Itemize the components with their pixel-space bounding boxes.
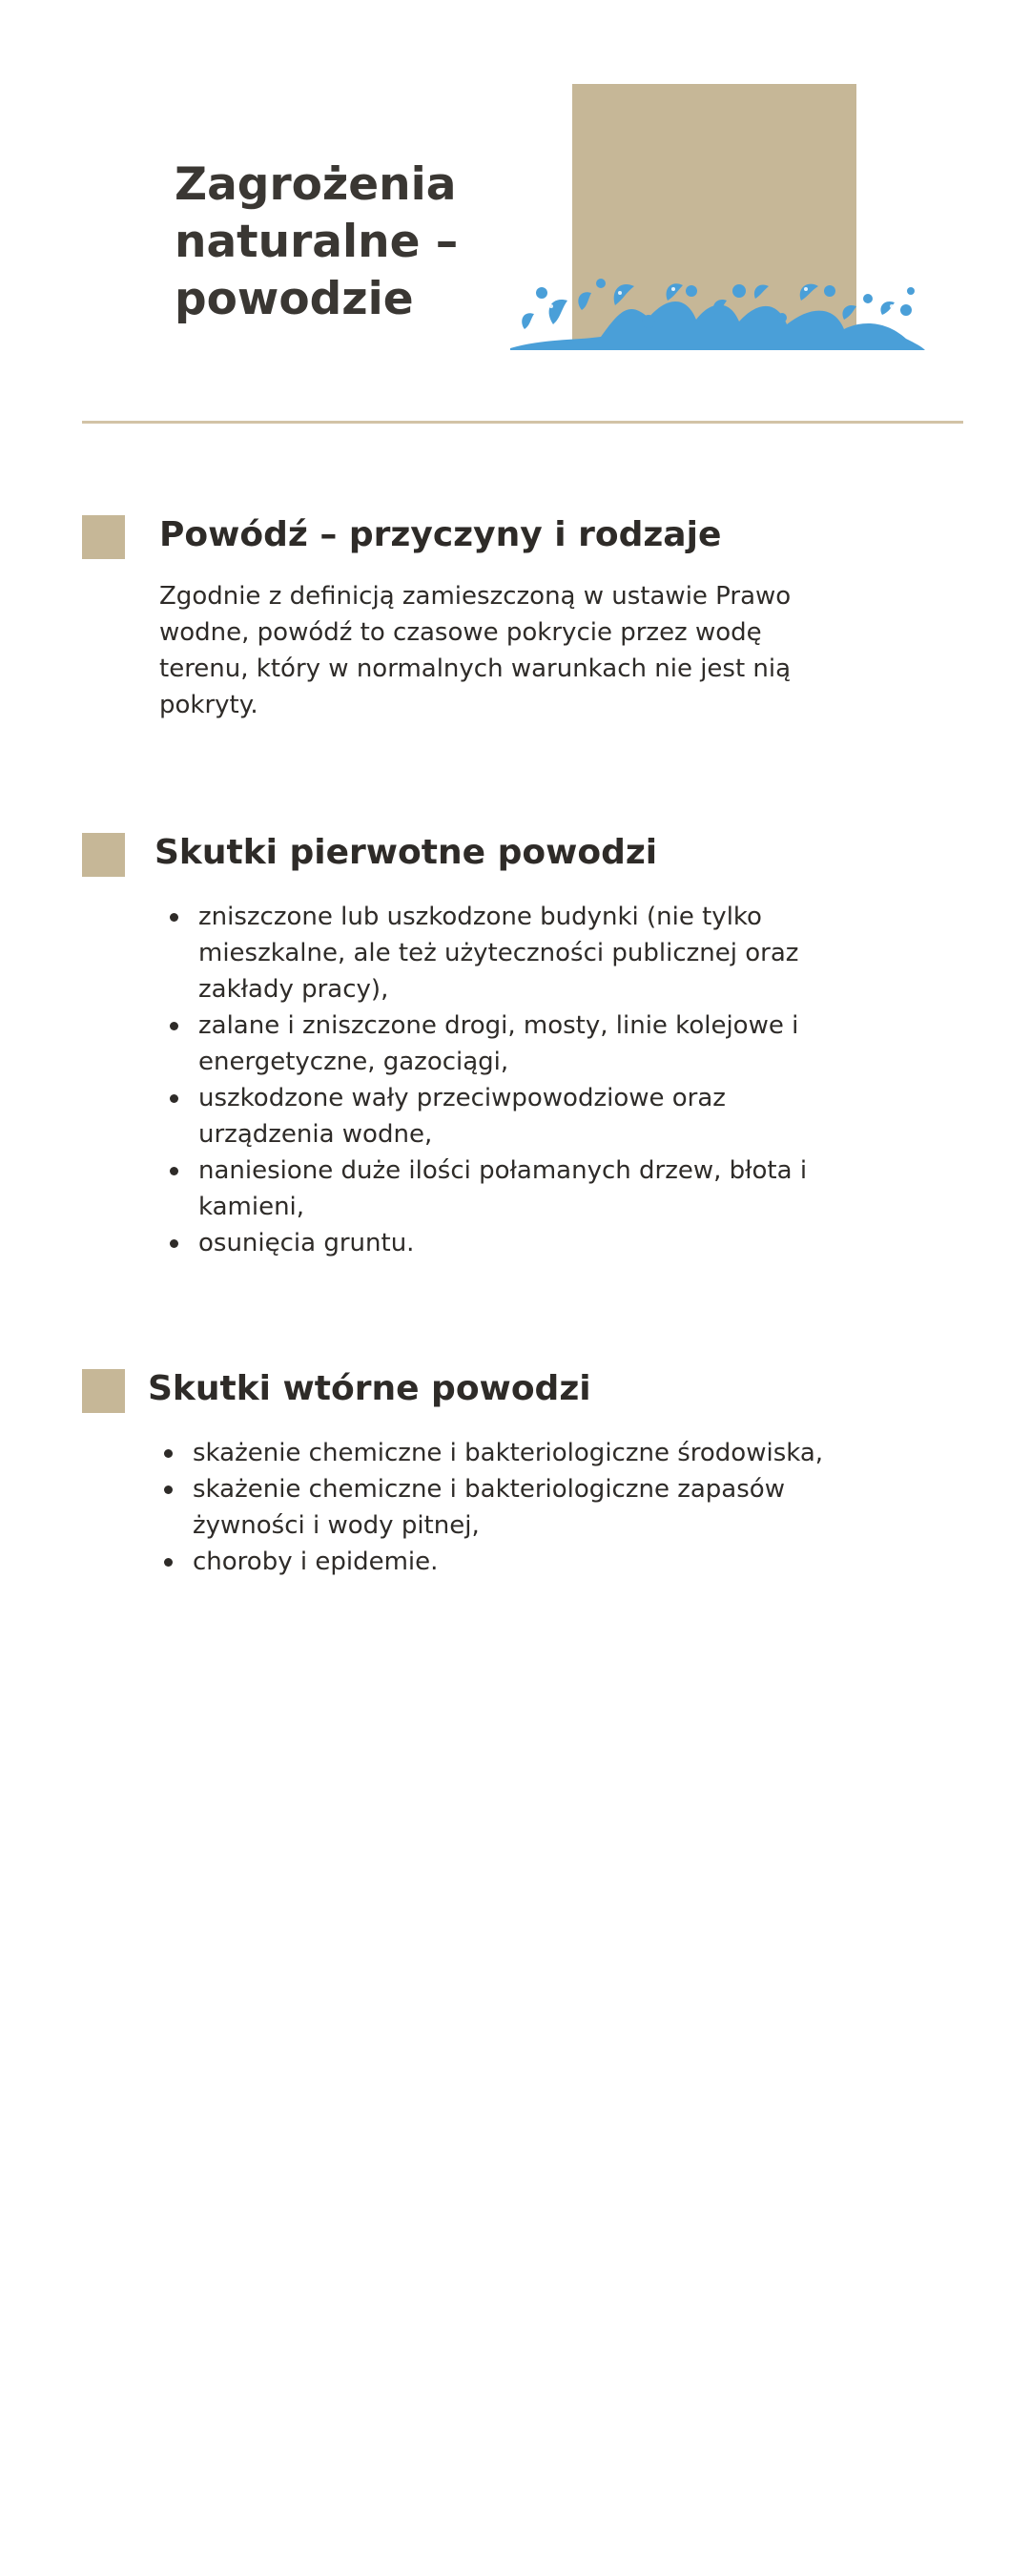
- title-line: powodzie: [175, 273, 414, 325]
- secondary-effects-list: [164, 1435, 898, 1580]
- list-item: zniszczone lub uszkodzone budynki (nie tylko mieszkalne, ale też użyteczności publicznej oraz zakłady pracy),: [170, 899, 856, 1008]
- divider: [82, 421, 963, 424]
- page-title: [175, 156, 518, 328]
- water-splash-icon: [505, 272, 925, 353]
- list-item: skażenie chemiczne i bakteriologiczne środowiska,: [164, 1435, 898, 1471]
- primary-effects-list: [170, 899, 856, 1261]
- list-item: uszkodzone wały przeciwpowodziowe oraz urządzenia wodne,: [170, 1080, 856, 1153]
- section-title: Skutki wtórne powodzi: [148, 1369, 591, 1408]
- title-line: naturalne –: [175, 216, 459, 268]
- list-item: naniesione duże ilości połamanych drzew, błota i kamieni,: [170, 1153, 856, 1225]
- section-marker: [82, 515, 125, 559]
- section-title: Powódź – przyczyny i rodzaje: [159, 515, 722, 554]
- section-marker: [82, 1369, 125, 1413]
- list-item: choroby i epidemie.: [164, 1544, 898, 1580]
- section-paragraph: Zgodnie z definicją zamieszczoną w ustawie Prawo wodne, powódź to czasowe pokrycie przez wodę terenu, który w normalnych warunkach nie jest nią pokryty.: [159, 582, 792, 719]
- list-item: osunięcia gruntu.: [170, 1225, 856, 1261]
- list-item: skażenie chemiczne i bakteriologiczne zapasów żywności i wody pitnej,: [164, 1471, 898, 1544]
- section-title: Skutki pierwotne powodzi: [154, 833, 658, 872]
- section-marker: [82, 833, 125, 877]
- list-item: zalane i zniszczone drogi, mosty, linie kolejowe i energetyczne, gazociągi,: [170, 1008, 856, 1080]
- title-line: Zagrożenia: [175, 158, 457, 211]
